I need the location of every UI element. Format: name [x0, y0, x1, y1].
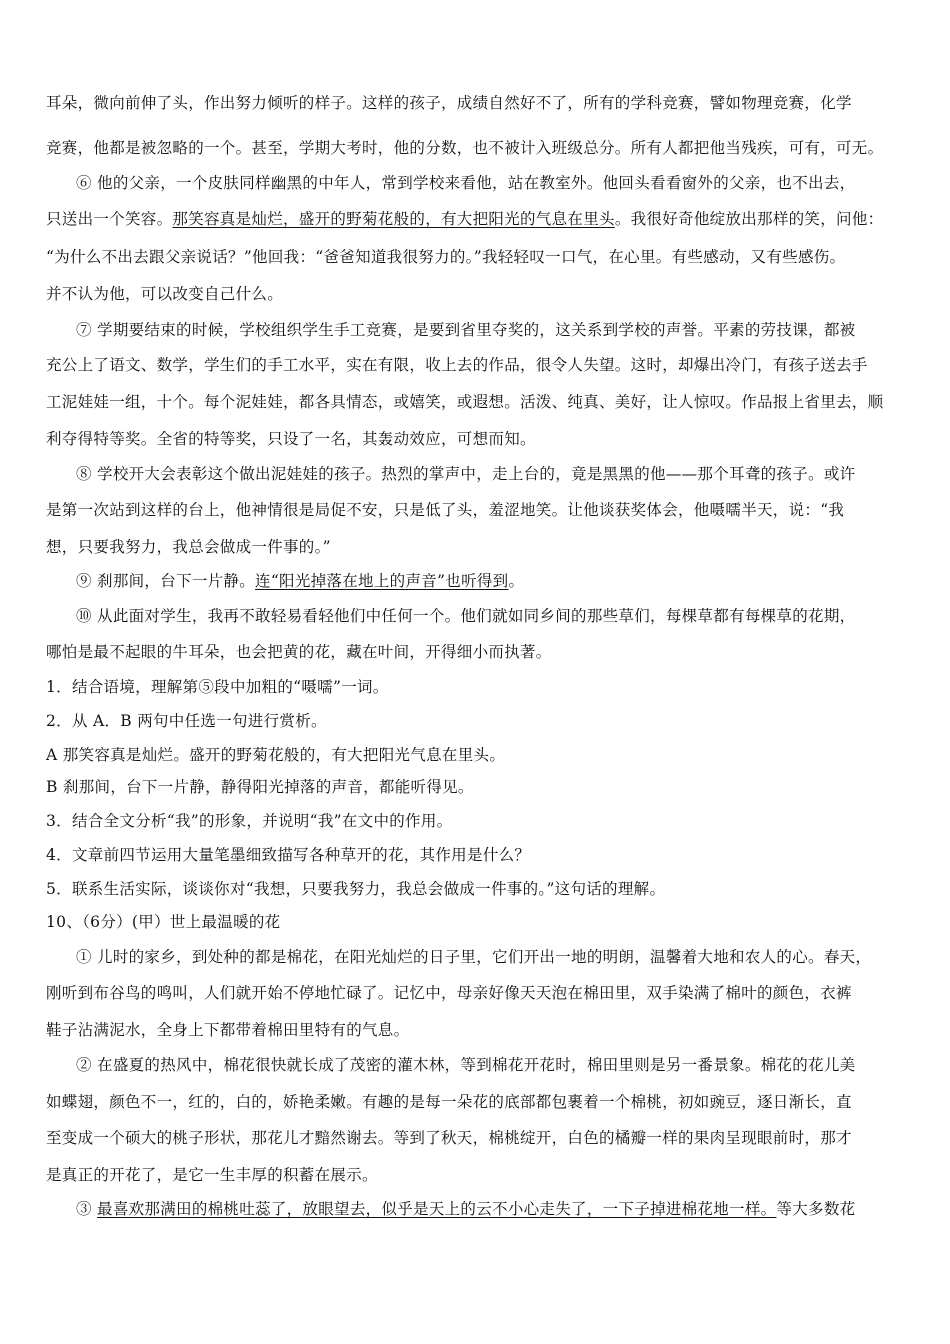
paragraph-6-text-tail: 。我很好奇他绽放出那样的笑，问他： [614, 210, 884, 228]
paragraph-6-line-3: “为什么不出去跟父亲说话？”他回我：“爸爸知道我很努力的。”我轻轻叹一口气，在心里。有些感动，又有些感伤。 [46, 248, 846, 266]
section-10-paragraph-3-marker: ③ [76, 1200, 98, 1218]
paragraph-7-line-1: ⑦ 学期要结束的时候，学校组织学生手工竞赛，是要到省里夺奖的，这关系到学校的声誉。平素的劳技课，都被 [76, 321, 856, 339]
paragraph-7-line-2: 充公上了语文、数学，学生们的手工水平，实在有限，收上去的作品，很令人失望。这时，却爆出冷门，有孩子送去手 [46, 356, 868, 374]
paragraph-8-line-3: 想，只要我努力，我总会做成一件事的。” [46, 538, 331, 556]
question-4: 4．文章前四节运用大量笔墨细致描写各种草开的花，其作用是什么？ [46, 846, 531, 864]
question-2-option-a: A 那笑容真是灿烂。盛开的野菊花般的，有大把阳光气息在里头。 [46, 746, 506, 764]
section-10-paragraph-1-line-3: 鞋子沾满泥水，全身上下都带着棉田里特有的气息。 [46, 1021, 410, 1039]
underlined-sentence-c: 最喜欢那满田的棉桃吐蕊了，放眼望去，似乎是天上的云不小心走失了，一下子掉进棉花地一样。 [97, 1200, 777, 1218]
paragraph-6-line-4: 并不认为他，可以改变自己什么。 [46, 285, 284, 303]
section-10-paragraph-3-tail: 等大多数花 [776, 1200, 856, 1218]
section-10-paragraph-2-line-2: 如蝶翅，颜色不一，红的，白的，娇艳柔嫩。有趣的是每一朵花的底部都包裹着一个棉桃，初如豌豆，逐日渐长，直 [46, 1093, 852, 1111]
paragraph-8-line-1: ⑧ 学校开大会表彰这个做出泥娃娃的孩子。热烈的掌声中，走上台的，竟是黑黑的他——那个耳聋的孩子。或许 [76, 465, 856, 483]
question-3: 3．结合全文分析“我”的形象，并说明“我”在文中的作用。 [46, 812, 453, 830]
section-10-paragraph-1-line-1: ① 儿时的家乡，到处种的都是棉花，在阳光灿烂的日子里，它们开出一地的明朗，温馨着大地和农人的心。春天， [76, 948, 872, 966]
question-2-option-b: B 刹那间，台下一片静，静得阳光掉落的声音，都能听得见。 [46, 778, 474, 796]
underlined-sentence-a: 那笑容真是灿烂，盛开的野菊花般的，有大把阳光的气息在里头 [172, 210, 615, 228]
paragraph-6-line-2 [46, 207, 906, 231]
paragraph-6-text: 只送出一个笑容。 [46, 210, 173, 228]
paragraph-9-line-1 [76, 569, 906, 593]
underlined-sentence-b: 连“阳光掉落在地上的声音”也听得到 [255, 572, 509, 590]
paragraph-9-text-tail: 。 [508, 572, 525, 590]
paragraph-8-line-2: 是第一次站到这样的台上，他神情很是局促不安，只是低了头，羞涩地笑。让他谈获奖体会，他嗫嚅半天，说：“我 [46, 501, 845, 519]
paragraph-7-line-3: 工泥娃娃一组，十个。每个泥娃娃，都各具情态，或嬉笑，或遐想。活泼、纯真、美好，让人惊叹。作品报上省里去，顺 [46, 393, 884, 411]
paragraph-10-line-2: 哪怕是最不起眼的牛耳朵，也会把黄的花，藏在叶间，开得细小而执著。 [46, 643, 552, 661]
question-2: 2．从 A．B 两句中任选一句进行赏析。 [46, 712, 327, 730]
section-10-paragraph-2-line-1: ② 在盛夏的热风中，棉花很快就长成了茂密的灌木林，等到棉花开花时，棉田里则是另一番景象。棉花的花儿美 [76, 1056, 856, 1074]
section-10-paragraph-2-line-3: 至变成一个硕大的桃子形状，那花儿才黯然谢去。等到了秋天，棉桃绽开，白色的橘瓣一样的果肉呈现眼前时，那才 [46, 1129, 852, 1147]
paragraph-6-line-1: ⑥ 他的父亲，一个皮肤同样幽黑的中年人，常到学校来看他，站在教室外。他回头看看窗外的父亲，也不出去， [76, 174, 856, 192]
paragraph-5-line-1: 耳朵，微向前伸了头，作出努力倾听的样子。这样的孩子，成绩自然好不了，所有的学科竞赛，譬如物理竞赛，化学 [46, 94, 852, 112]
question-5: 5．联系生活实际，谈谈你对“我想，只要我努力，我总会做成一件事的。”这句话的理解。 [46, 880, 666, 898]
section-10-paragraph-2-line-4: 是真正的开花了，是它一生丰厚的积蓄在展示。 [46, 1166, 378, 1184]
section-10-paragraph-3-line-1 [76, 1197, 906, 1221]
paragraph-10-line-1: ⑩ 从此面对学生，我再不敢轻易看轻他们中任何一个。他们就如同乡间的那些草们，每棵草都有每棵草的花期， [76, 607, 856, 625]
paragraph-7-line-4: 利夺得特等奖。全省的特等奖，只设了一名，其轰动效应，可想而知。 [46, 430, 536, 448]
section-10-paragraph-1-line-2: 刚听到布谷鸟的鸣叫，人们就开始不停地忙碌了。记忆中，母亲好像天天泡在棉田里，双手染满了棉叶的颜色，衣裤 [46, 984, 852, 1002]
paragraph-5-line-2: 竞赛，他都是被忽略的一个。甚至，学期大考时，他的分数，也不被计入班级总分。所有人都把他当残疾，可有，可无。 [46, 139, 884, 157]
paragraph-9-text: ⑨ 刹那间，台下一片静。 [76, 572, 256, 590]
question-1: 1．结合语境，理解第⑤段中加粗的“嗫嚅”一词。 [46, 678, 389, 696]
section-10-heading: 10、（6分）(甲）世上最温暖的花 [46, 913, 281, 931]
